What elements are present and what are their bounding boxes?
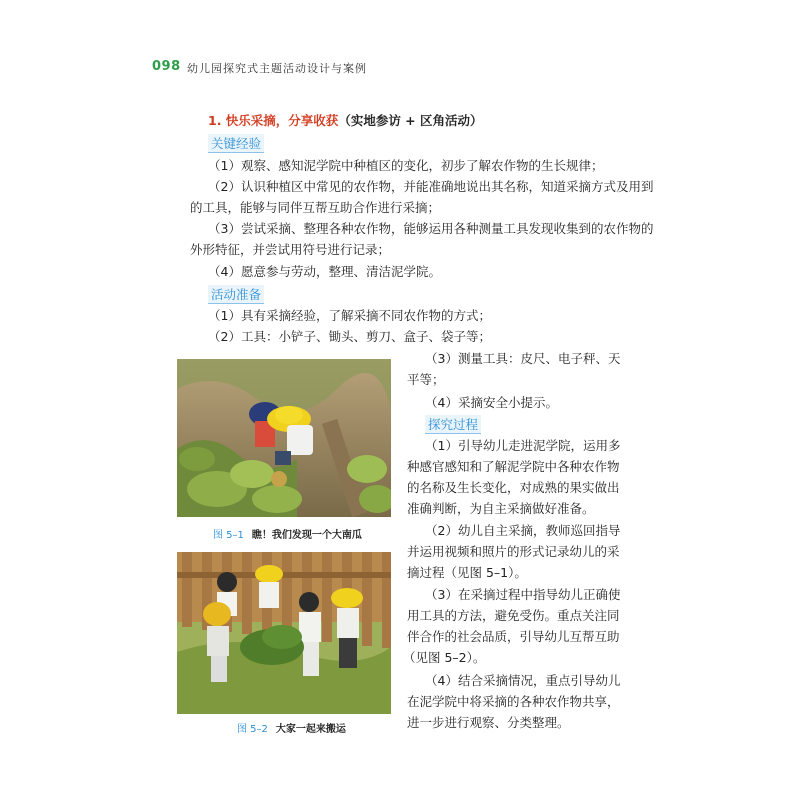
process-line: 摘过程（见图 5–1）。 [407,565,527,580]
preparation-line: （3）测量工具：皮尺、电子秤、天 [425,351,621,366]
subhead-preparation: 活动准备 [208,285,264,304]
process-line: （1）引导幼儿走进泥学院，运用多 [425,438,621,453]
section-title-main: 1. 快乐采摘，分享收获 [208,113,339,128]
process-line: （见图 5–2）。 [403,650,486,665]
subhead-process: 探究过程 [425,415,481,434]
key-experience-line: （1）观察、感知泥学院中种植区的变化，初步了解农作物的生长规律； [208,158,604,173]
process-line: 用工具的方法，避免受伤。重点关注同 [407,608,620,623]
key-experience-line: 的工具，能够与同伴互帮互助合作进行采摘； [190,200,441,215]
process-line: 种感官感知和了解泥学院中各种农作物 [407,459,620,474]
running-header-title: 幼儿园探究式主题活动设计与案例 [187,62,367,75]
key-experience-line: 外形特征，并尝试用符号进行记录； [190,242,391,257]
process-line: 的名称及生长变化，对成熟的果实做出 [407,480,620,495]
section-title [208,111,483,129]
figure-caption-text: 大家一起来搬运 [275,724,346,735]
preparation-line: （1）具有采摘经验，了解采摘不同农作物的方式； [208,308,491,323]
section-title-note: （实地参访 + 区角活动） [338,113,483,128]
figure-caption [213,526,362,541]
figure-number: 图 5–1 [213,530,244,541]
process-line: 伴合作的社会品质，引导幼儿互帮互助 [407,629,620,644]
page-number: 098 [152,59,181,74]
process-line: （2）幼儿自主采摘，教师巡回指导 [425,523,621,538]
process-line: 在泥学院中将采摘的各种农作物共享， [407,694,620,709]
figure-caption-text: 瞧！我们发现一个大南瓜 [251,530,362,541]
preparation-line: 平等； [407,372,445,387]
process-line: （4）结合采摘情况，重点引导幼儿 [425,673,621,688]
preparation-line: （2）工具：小铲子、锄头、剪刀、盒子、袋子等； [208,329,491,344]
process-line: 准确判断，为自主采摘做好准备。 [407,501,595,516]
key-experience-line: （4）愿意参与劳动，整理、清洁泥学院。 [208,264,441,279]
key-experience-line: （3）尝试采摘、整理各种农作物，能够运用各种测量工具发现收集到的农作物的 [208,221,654,236]
process-line: （3）在采摘过程中指导幼儿正确使 [425,587,621,602]
subhead-key-experience: 关键经验 [208,134,264,153]
process-line: 进一步进行观察、分类整理。 [407,715,570,730]
figure-number: 图 5–2 [237,724,268,735]
photo-children-finding-pumpkin [177,359,391,517]
photo-children-carrying-crops [177,552,391,714]
process-line: 并运用视频和照片的形式记录幼儿的采 [407,544,620,559]
key-experience-line: （2）认识种植区中常见的农作物，并能准确地说出其名称，知道采摘方式及用到 [208,179,654,194]
preparation-line: （4）采摘安全小提示。 [425,395,558,410]
figure-caption [237,720,346,735]
